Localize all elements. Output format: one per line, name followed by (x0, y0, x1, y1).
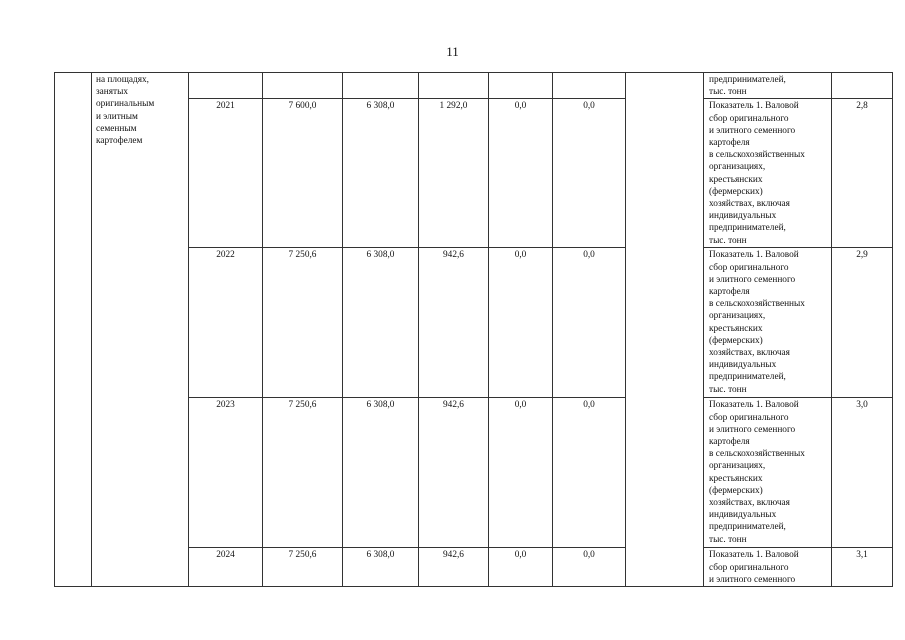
year-cell: 2023 (189, 398, 263, 548)
index-cell (55, 73, 92, 587)
year-cell: 2022 (189, 248, 263, 398)
other-cell: 0,0 (553, 548, 626, 587)
measure-label-cell: на площадях, занятых оригинальным и элитным семенным картофелем (92, 73, 189, 587)
federal-cell: 6 308,0 (343, 99, 419, 248)
page-number: 11 (446, 44, 459, 59)
empty-cell (489, 73, 553, 99)
other-cell: 0,0 (553, 398, 626, 548)
regional-cell: 942,6 (419, 398, 489, 548)
indicator-value-cell: 2,9 (832, 248, 893, 398)
indicator-value-cell: 3,1 (832, 548, 893, 587)
indicator-cell: Показатель 1. Валовой сбор оригинального и элитного семенного картофеля в сельскохозяйственных организациях, крестьянских (фермерских) хозяйствах, включая индивидуальных предпринимателей, тыс. тонн (704, 248, 832, 398)
regional-cell: 942,6 (419, 248, 489, 398)
other-cell: 0,0 (553, 248, 626, 398)
total-cell: 7 250,6 (263, 398, 343, 548)
table-row (55, 73, 893, 99)
municipal-cell: 0,0 (489, 99, 553, 248)
empty-cell (189, 73, 263, 99)
federal-cell: 6 308,0 (343, 398, 419, 548)
other-cell: 0,0 (553, 99, 626, 248)
indicator-value-cell: 2,8 (832, 99, 893, 248)
regional-cell: 1 292,0 (419, 99, 489, 248)
total-cell: 7 250,6 (263, 248, 343, 398)
program-table (54, 72, 893, 587)
indicator-cell: Показатель 1. Валовой сбор оригинального и элитного семенного картофеля в сельскохозяйственных организациях, крестьянских (фермерских) хозяйствах, включая индивидуальных предпринимателей, тыс. тонн (704, 99, 832, 248)
total-cell: 7 250,6 (263, 548, 343, 587)
empty-cell (343, 73, 419, 99)
executor-cell (626, 73, 704, 587)
regional-cell: 942,6 (419, 548, 489, 587)
municipal-cell: 0,0 (489, 248, 553, 398)
municipal-cell: 0,0 (489, 548, 553, 587)
empty-cell (553, 73, 626, 99)
total-cell: 7 600,0 (263, 99, 343, 248)
indicator-cell: Показатель 1. Валовой сбор оригинального и элитного семенного картофеля в сельскохозяйственных организациях, крестьянских (фермерских) хозяйствах, включая индивидуальных предпринимателей, тыс. тонн (704, 398, 832, 548)
indicator-value-cell: 3,0 (832, 398, 893, 548)
year-cell: 2021 (189, 99, 263, 248)
indicator-cell: Показатель 1. Валовой сбор оригинального и элитного семенного (704, 548, 832, 587)
empty-cell (263, 73, 343, 99)
empty-cell (832, 73, 893, 99)
year-cell: 2024 (189, 548, 263, 587)
municipal-cell: 0,0 (489, 398, 553, 548)
federal-cell: 6 308,0 (343, 248, 419, 398)
indicator-cell: предпринимателей, тыс. тонн (704, 73, 832, 99)
federal-cell: 6 308,0 (343, 548, 419, 587)
empty-cell (419, 73, 489, 99)
